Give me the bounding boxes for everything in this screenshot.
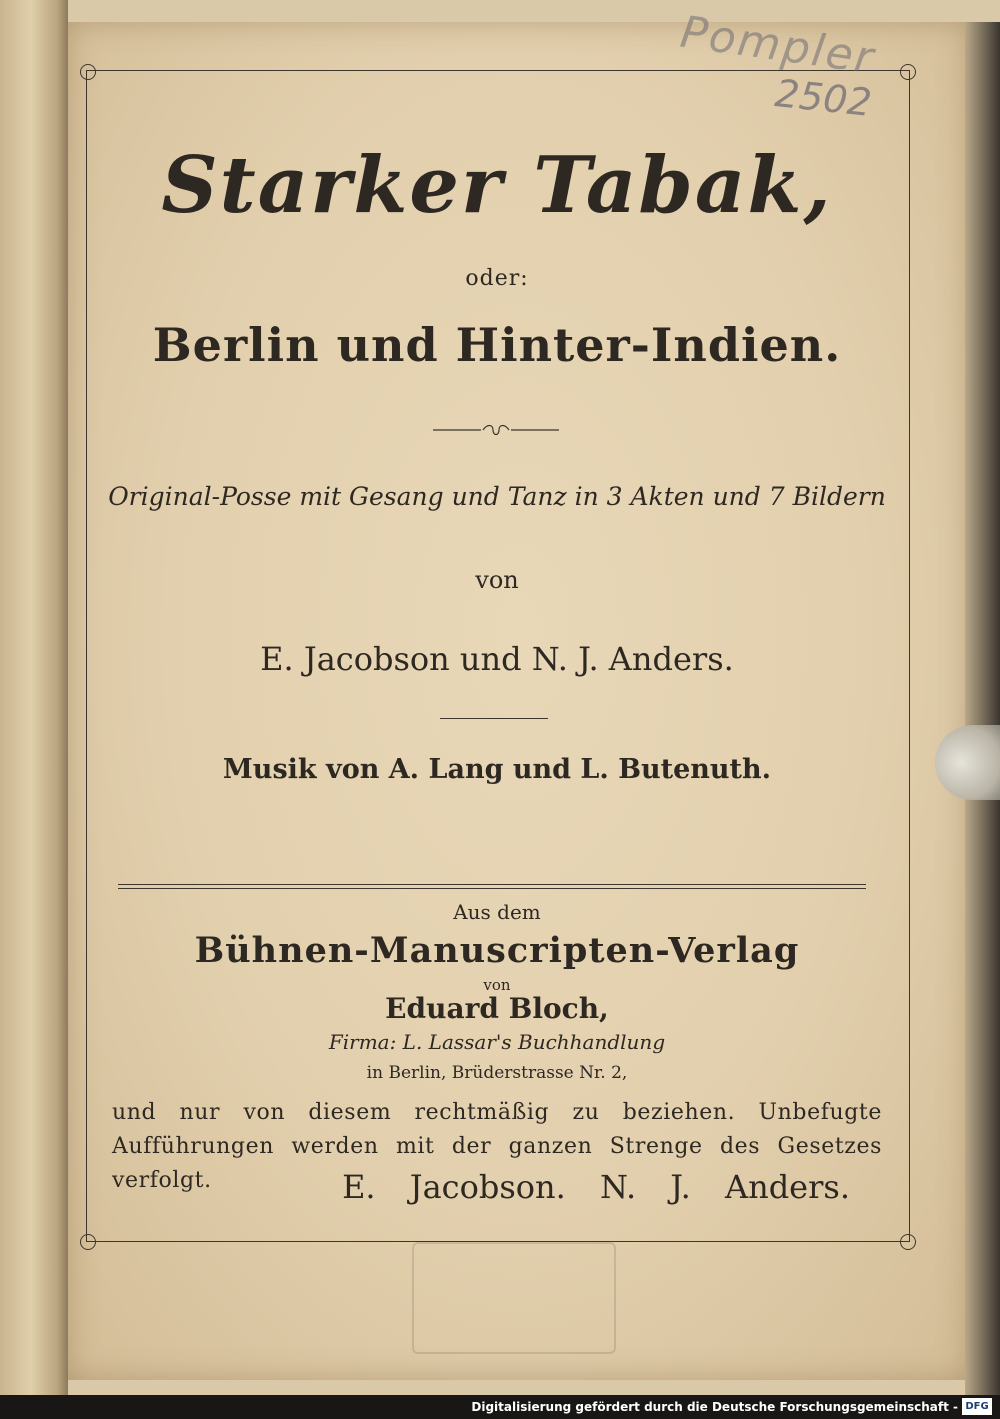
- music-credit: Musik von A. Lang und L. Butenuth.: [222, 754, 772, 785]
- border-corner-ornament: [80, 64, 96, 80]
- border-corner-ornament: [80, 1234, 96, 1250]
- title-connector: oder:: [465, 266, 529, 291]
- ornament-divider-icon: [433, 423, 559, 437]
- dfg-logo-icon: DFG: [962, 1398, 992, 1415]
- short-divider: [440, 718, 548, 719]
- publisher-intro: Aus dem: [453, 900, 541, 924]
- library-stamp: [412, 1242, 616, 1354]
- double-rule-divider: [118, 884, 866, 889]
- pencil-note-number: 2502: [772, 71, 874, 125]
- authors-signature: E. Jacobson. N. J. Anders.: [342, 1168, 850, 1206]
- publisher-von: von: [483, 976, 511, 994]
- page-edge-shadow: [965, 22, 1000, 1395]
- page-subtitle: Berlin und Hinter-Indien.: [152, 318, 842, 372]
- by-label: von: [475, 566, 519, 594]
- rights-notice: und nur von diesem rechtmäßig zu beziehen. Unbefugte Aufführungen werden mit der ganzen Strenge des Gesetzes verfolgt.: [112, 1100, 882, 1193]
- funding-credit: Digitalisierung gefördert durch die Deutsche Forschungsgemeinschaft -: [471, 1400, 958, 1414]
- publisher-name: Eduard Bloch,: [385, 992, 609, 1025]
- book-spine: [0, 0, 68, 1395]
- genre-line: Original-Posse mit Gesang und Tanz in 3 Akten und 7 Bildern: [108, 482, 886, 511]
- publisher-house: Bühnen-Manuscripten-Verlag: [194, 930, 800, 971]
- publisher-address: in Berlin, Brüderstrasse Nr. 2,: [366, 1063, 628, 1083]
- authors-line: E. Jacobson und N. J. Anders.: [260, 640, 734, 678]
- bookmark-tab: [935, 725, 1000, 800]
- border-corner-ornament: [900, 1234, 916, 1250]
- border-corner-ornament: [900, 64, 916, 80]
- page-title: Starker Tabak,: [161, 140, 833, 231]
- pencil-note-name: Pompler: [677, 6, 879, 85]
- publisher-firm: Firma: L. Lassar's Buchhandlung: [328, 1030, 666, 1054]
